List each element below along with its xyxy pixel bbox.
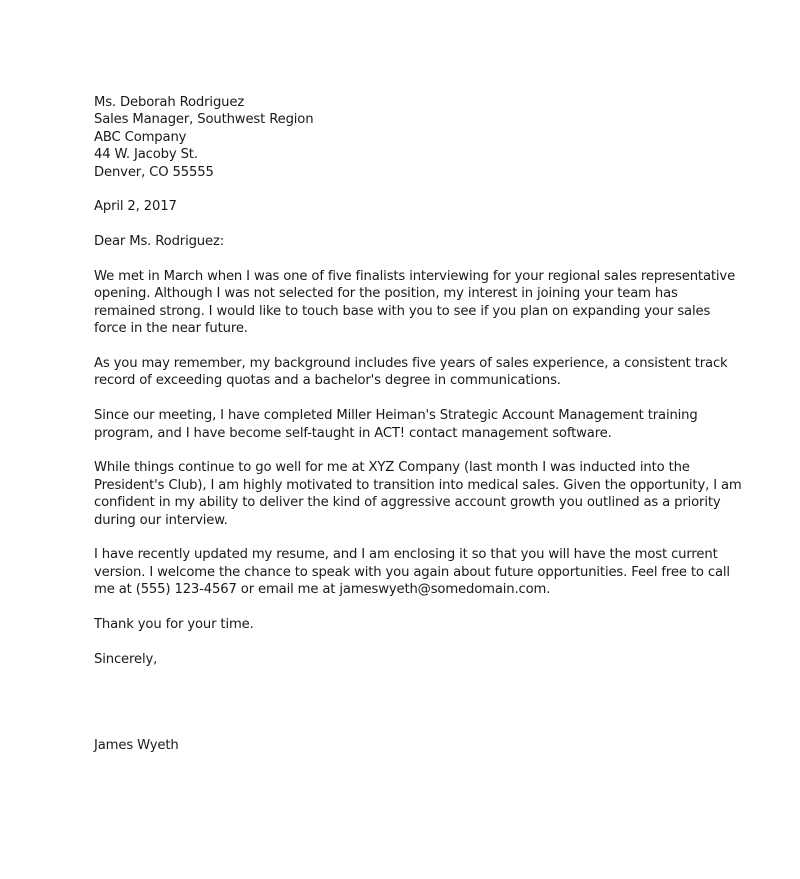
paragraph-line: opening. Although I was not selected for the position, my interest in joining your team has [94,286,678,302]
paragraph-line: record of exceeding quotas and a bachelor's degree in communications. [94,373,561,389]
signature-name-text: James Wyeth [94,738,179,754]
thanks-line [94,616,734,633]
salutation [94,233,734,250]
paragraph-line: As you may remember, my background includes five years of sales experience, a consistent track [94,356,728,372]
paragraph-line: me at (555) 123-4567 or email me at jameswyeth@somedomain.com. [94,582,551,598]
paragraph-line: I have recently updated my resume, and I am enclosing it so that you will have the most current [94,547,718,563]
recipient-street: 44 W. Jacoby St. [94,147,198,163]
body-paragraph-5 [94,546,734,598]
body-paragraph-1 [94,268,734,338]
closing [94,651,734,668]
recipient-title: Sales Manager, Southwest Region [94,112,314,128]
recipient-company: ABC Company [94,129,187,145]
paragraph-line: force in the near future. [94,321,248,337]
signature-name [94,737,734,754]
paragraph-line: program, and I have become self-taught in ACT! contact management software. [94,425,612,441]
paragraph-line: Since our meeting, I have completed Miller Heiman's Strategic Account Management training [94,408,698,424]
paragraph-line: While things continue to go well for me at XYZ Company (last month I was inducted into the [94,460,690,476]
paragraph-line: confident in my ability to deliver the kind of aggressive account growth you outlined as a priority [94,495,721,511]
paragraph-line: President's Club), I am highly motivated to transition into medical sales. Given the opportunity, I am [94,477,742,493]
recipient-name: Ms. Deborah Rodriguez [94,95,245,110]
letter-date [94,198,734,215]
body-paragraph-2 [94,355,734,390]
paragraph-line: version. I welcome the chance to speak with you again about future opportunities. Feel free to call [94,564,730,580]
recipient-address [94,94,734,181]
body-paragraph-4 [94,459,742,529]
letter-date-text: April 2, 2017 [94,199,177,215]
recipient-city-state-zip: Denver, CO 55555 [94,164,214,180]
thanks-text: Thank you for your time. [94,617,254,633]
closing-text: Sincerely, [94,651,158,667]
letter-document [94,94,742,755]
paragraph-line: remained strong. I would like to touch base with you to see if you plan on expanding your sales [94,303,711,319]
paragraph-line: during our interview. [94,512,228,528]
paragraph-line: We met in March when I was one of five finalists interviewing for your regional sales representative [94,269,736,285]
signature-space [94,668,734,737]
body-paragraph-3 [94,407,734,442]
salutation-text: Dear Ms. Rodriguez: [94,234,225,250]
